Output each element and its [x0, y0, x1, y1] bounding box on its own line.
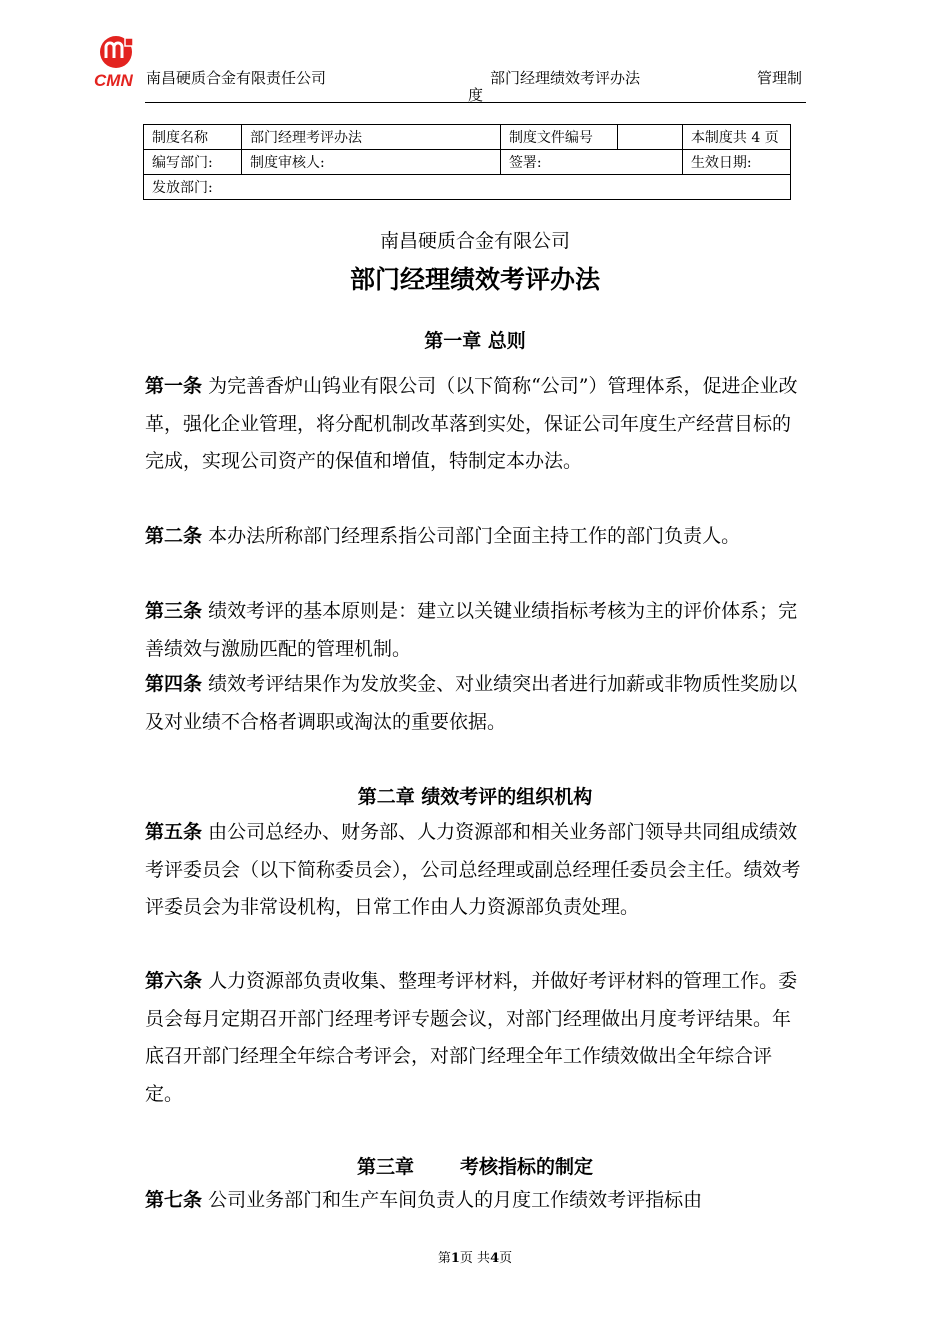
article-label: 第五条	[145, 821, 203, 843]
file-no-value	[617, 125, 682, 150]
article-5	[145, 814, 807, 927]
header-company: 南昌硬质合金有限责任公司	[146, 69, 327, 87]
file-no-label: 制度文件编号	[500, 125, 617, 150]
header-doc-title: 部门经理绩效考评办法	[490, 69, 641, 87]
chapter-1-heading: 第一章 总则	[424, 330, 526, 352]
header-doc-type: 管理制	[757, 69, 803, 87]
name-value: 部门经理考评办法	[242, 125, 501, 150]
article-text: 为完善香炉山钨业有限公司（以下简称“公司”）管理体系，促进企业改革，强化企业管理，将分配机制改革落到实处，保证公司年度生产经营目标的完成，实现公司资产的保值和增值，特制定本办法。	[145, 375, 798, 472]
article-text: 绩效考评结果作为发放奖金、对业绩突出者进行加薪或非物质性奖励以及对业绩不合格者调职或淘汰的重要依据。	[145, 673, 798, 733]
pages-label: 本制度共 4 页	[682, 125, 790, 150]
company-name: 南昌硬质合金有限公司	[379, 230, 570, 252]
article-label: 第一条	[145, 375, 203, 397]
svg-text:CMN: CMN	[94, 71, 133, 90]
cmn-logo	[94, 34, 144, 90]
chapter-3-title: 考核指标的制定	[460, 1156, 594, 1178]
header-doc-type-wrap: 度	[468, 86, 484, 104]
article-1	[145, 368, 807, 481]
document-title: 部门经理绩效考评办法	[349, 265, 600, 294]
chapter-3-number: 第三章	[356, 1156, 414, 1178]
sign-label: 签署:	[500, 150, 682, 175]
article-7	[145, 1182, 807, 1220]
article-label: 第七条	[145, 1189, 203, 1211]
article-text: 公司业务部门和生产车间负责人的月度工作绩效考评指标由	[208, 1189, 703, 1211]
name-label: 制度名称	[144, 125, 242, 150]
reviewer-label: 制度审核人:	[242, 150, 501, 175]
article-label: 第二条	[145, 525, 203, 547]
effective-label: 生效日期:	[682, 150, 790, 175]
info-table	[143, 124, 791, 200]
article-label: 第四条	[145, 673, 203, 695]
chapter-3-heading	[0, 1152, 950, 1179]
table-row	[144, 175, 791, 200]
article-text: 由公司总经办、财务部、人力资源部和相关业务部门领导共同组成绩效考评委员会（以下简称委员会），公司总经理或副总经理任委员会主任。绩效考评委员会为非常设机构，日常工作由人力资源部负责处理。	[145, 821, 801, 918]
article-label: 第三条	[145, 600, 203, 622]
page-total: 4	[490, 1251, 500, 1266]
header-rule	[145, 102, 806, 103]
author-dept-label: 编写部门:	[144, 150, 242, 175]
article-label: 第六条	[145, 970, 203, 992]
table-row	[144, 150, 791, 175]
page-number: 1	[450, 1251, 460, 1266]
article-2	[145, 518, 807, 556]
article-text: 绩效考评的基本原则是：建立以关键业绩指标考核为主的评价体系；完善绩效与激励匹配的管理机制。	[145, 600, 798, 660]
chapter-2-heading: 第二章 绩效考评的组织机构	[357, 786, 593, 808]
page-footer: 第1页 共4页	[437, 1251, 513, 1266]
issue-dept-label: 发放部门:	[144, 175, 791, 200]
article-4	[145, 666, 807, 741]
article-6	[145, 963, 807, 1113]
article-text: 本办法所称部门经理系指公司部门全面主持工作的部门负责人。	[208, 525, 741, 547]
table-row	[144, 125, 791, 150]
article-text: 人力资源部负责收集、整理考评材料，并做好考评材料的管理工作。委员会每月定期召开部门经理考评专题会议，对部门经理做出月度考评结果。年底召开部门经理全年综合考评会，对部门经理全年工作绩效做出全年综合评定。	[145, 970, 798, 1105]
article-3	[145, 593, 807, 668]
